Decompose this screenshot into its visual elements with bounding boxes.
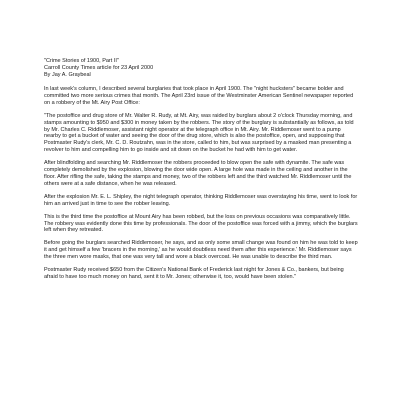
article-header [44,58,358,79]
paragraph-safe-explosion: After blindfolding and searching Mr. Riddlemoser the robbers proceeded to blow open the safe with dynamite. The safe was completely demolished by the explosion, blowing the door wide open. A large hole was made in the ceiling and another in the floor. After rifling the safe, taking the stamps and money, two of the robbers left and the third watched Mr. Riddlemoser until the others were at a safe distance, when he was released. [44,160,352,187]
paragraph-postmaster: Postmaster Rudy received $650 from the Citizen's National Bank of Frederick last night for Jones & Co., bankers, but being afraid to have too much money on hand, sent it to Mr. Jones; otherwise it, too, would have been stolen." [44,267,344,280]
paragraph-third-time: This is the third time the postoffice at Mount Airy has been robbed, but the loss on previous occasions was comparatively little. The robbery was evidently done this time by professionals. The door of the postoffice was forced with a jimmy, which the burglars left when they retreated. [44,213,358,234]
paragraph-shipley: After the explosion Mr. E. L. Shipley, the night telegraph operator, thinking Riddlemoser was overstaying his time, went to look for him an arrived just in time to see the robber leaving. [44,193,358,207]
paragraph-search: Before going the burglars searched Riddlemoser, he says, and as only some small change was found on him he was told to keep it and get himself a few 'bracers in the morning,' as he would doubtless need them after this experience.' Mr. Riddlemoser says the three men wore masks, that one was very tall and wore a black overcoat. He was unable to describe the third man. [44,240,358,261]
paragraph-intro: In last week's column, I described several burglaries that took place in April 1900. The "night hucksters" became bolder and committed two more serious crimes that month. The April 23rd issue of the Westminster American Sentinel newspaper reported on a robbery of the Mt. Airy Post Office: [44,86,354,106]
paragraph-quote-robbery: "The postoffice and drug store of Mr. Walter R. Rudy, at Mt. Airy, was raided by burglars about 2 o'clock Thursday morning, and stamps amounting to $950 and $300 in money taken by the robbers. The story of the burglary is substantially as follows, as told by Mr. Charles C. Riddlemoser, assistant night operator at the telegraph office in Mt. Airy. Mr. Riddlemoser went to a pump nearby to get a bucket of water and seeing the door of the drug store, which is also the postoffice, open, and supposing that Postmaster Rudy's clerk, Mr. C. D. Routzahn, was in the store, called to him, but was surprised by a masked man presenting a revolver to him and compelling him to go inside and sit down on the bucket he had with him to get water. [44,112,354,154]
article-source: Carroll County Times article for 23 April 2000 [44,65,154,71]
article-title: "Crime Stories of 1900, Part II" [44,58,119,64]
article-byline: By Jay A. Graybeal [44,72,91,78]
